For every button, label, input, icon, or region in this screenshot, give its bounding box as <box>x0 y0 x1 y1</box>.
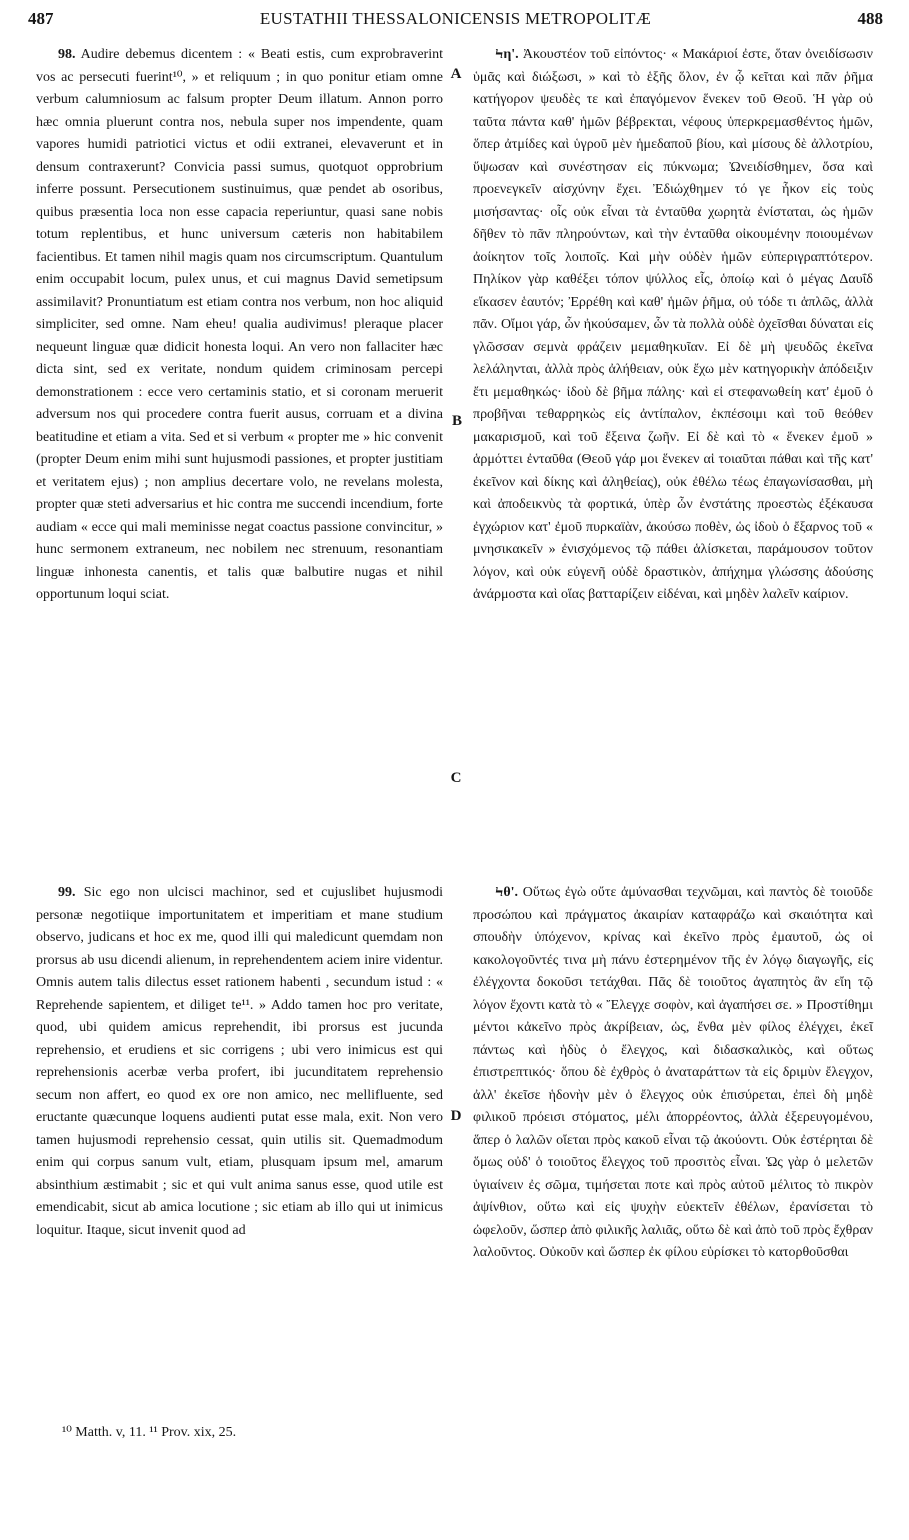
paragraph-text: Ἀκουστέον τοῦ εἰπόντος· « Μακάριοί ἐστε, ὅταν ὀνειδίσωσιν ὑμᾶς καὶ διώξωσι, » καὶ τὸ ἑξῆς ὅλον, ἐν ᾧ κεῖται καὶ πᾶν ῥῆμα κατήγορον ψευδὲς τε καὶ ἐπαγόμενον ἕνεκεν τοῦ Θεοῦ. Ἡ γὰρ οὐ ταῦτα πάντα καθ' ἡμῶν βέβρεκται, νέφους ὑπερκρεμασθέντος ἡμῶν, ὅπερ ἀτμίδες καὶ ὑγροῦ μὲν ἡμεδαποῦ βίου, καὶ μίσους δὲ ἀλλοτρίου, ὕψωσαν καὶ συνέστησαν εἰς πύκνωμα; Ὠνειδίσθημεν, ὅσα καὶ προενεγκεῖν αἰσχύνην ἔχει. Ἐδιώχθημεν τό γε ἧκον εἰς τοὺς μισήσαντας· οἷς οὐκ εἶναι τὰ ἐνταῦθα χωρητὰ ἐνίσταται, ὡς ἡμῶν δῆθεν τὸ πᾶν πληρούντων, καὶ τὴν ἐνταῦθα οἰκουμένην ποιουμένων ἀοίκητον τοῖς λοιποῖς. Καὶ μὴν οὐδὲν ἡμῶν εὐπεριγραπτότερον. Πηλίκον γὰρ καθέξει τόπον ψύλλος εἷς, ὁποίῳ καὶ ὁ μέγας Δαυΐδ εἴκασεν ἑαυτόν; Ἐρρέθη καὶ καθ' ἡμῶν ῥῆμα, οὐ τόδε τι ἁπλῶς, ἀλλὰ πᾶν. Οἴμοι γάρ, ὧν ἠκούσαμεν, ὧν τὰ πολλὰ οὐδὲ ὀχεῖσθαι δύναται εἰς γλῶσσαν σεμνὰ φράζειν μεμαθηκυῖαν. Εἰ δὲ μὴ ψευδῶς ἐκεῖνα λελάληνται, ἀλλὰ πρὸς ἀλήθειαν, οὐκ ἔχω μὲν κατηγορικὴν ἀπόδειξιν ἔτι μεμαθηκώς· ἰδοὺ δὲ βῆμα πάλης· καὶ εἰ στεφανωθείη κατ' ἐμοῦ ὁ προβῆναι τεθαρρηκὼς εἰς ἀντίπαλον, ἐκπέσοιμι καὶ τοῦ θεόθεν μακαρισμοῦ, καὶ τοῦ ἔξεινα ζωῆν. Εἰ δὲ καὶ τὸ « ἕνεκεν ἐμοῦ » ἁρμόττει ἐνταῦθα (Θεοῦ γάρ μοι ἕνεκεν αἱ τοιαῦται πάθαι καὶ τῆς κατ' ἐκεῖνον καὶ δίκης καὶ ἀληθείας), οὐκ ἐθέλω τέως ἐπαγωνίσασθαι, μὴ καὶ ἀποδεικνὺς τὰ φορτικά, ὑπὲρ ὧν ἐνστάτης προεστὼς ἐξέκαυσα ἐγχώριον κατ' ἐμοῦ πυρκαϊὰν, ἀκούσω ποθὲν, ὡς ἰδοὺ ὁ ἔξαρνος τοῦ « μνησικακεῖν » ἐνισχόμενος τῷ πάθει ἁλίσκεται, παράμουσον τοῦτον λόγον, καὶ οὐκ εὐγενῆ οὐδὲ δραστικὸν, ἀπήχημα γλώσσης ἀδούσης ἀνάρμοστα καὶ οἵας βατταρίζειν εἰδέναι, καὶ μηδὲν λαλεῖν καίριον. <box>473 47 874 602</box>
margin-marker-b: B <box>451 413 462 429</box>
paragraph-number: 99. <box>58 885 76 900</box>
paragraph-text: Audire debemus dicentem : « Beati estis, cum exprobraverint vos ac persecuti fuerint¹⁰, » et reliquum ; in quo ponitur etiam omne verbum calumniosum ac falsum propter Deum illatum. Annon porro hæc omnia pluerunt contra nos, nebula super nos impendente, quam vapores humidi patriotici victus et odii extranei, elevaverunt et in densum contraxerunt? Convicia passi sumus, quotquot opprobrium inferre possunt. Persecutionem sustinuimus, quæ pendet ab osoribus, quibus præsentia loca non esse capacia reperiuntur, quasi sane nobis totum replentibus, et hunc universum cæteris non habitabilem facientibus. Et tamen nihil magis quam nos circumscriptum. Quantulum enim occupabit locum, pulex unus, et cui magnus David semetipsum assimilavit? Pronuntiatum est etiam contra nos verbum, non hoc aliquid simpliciter, sed omne. Nam eheu! qualia audivimus! pleraque placer nequeunt linguæ quæ didicit honesta loqui. An vero non fallaciter hæc dicta sint, sed ex veritate, nondum quidem criminosam percepi demonstrationem : ecce vero certaminis statio, et si coronam meruerit adversum nos qui procedere contra fuerit ausus, corruam et a divina beatitudine et etiam a vita. Sed et si verbum « propter me » hic convenit (propter Deum enim mihi sunt hujusmodi passiones, et propter justitiam et veritatem ejus) ; non amplius decertare volo, ne revelans molesta, propter quæ steti adversarius et hic contra me succendi incendium, forte audiam « ecce qui mali meminisse negat coactus passione convincitur, » hunc sermonem extraneum, nec nobilem nec strenuum, resonantiam linguæ inhonesta canentis, et talis quæ balbutire nugas et nihil opportunum loqui sciat. <box>36 47 443 602</box>
latin-paragraph-99 <box>36 882 443 1242</box>
greek-paragraph-99 <box>473 882 873 1265</box>
greek-paragraph-98 <box>473 44 873 607</box>
paragraph-number: Ϟη'. <box>495 47 519 62</box>
page-number-left: 487 <box>28 9 54 28</box>
footnotes: ¹⁰ Matth. v, 11. ¹¹ Prov. xix, 25. <box>62 1425 237 1440</box>
margin-marker-c: C <box>450 770 462 786</box>
paragraph-number: 98. <box>58 47 76 62</box>
margin-marker-d: D <box>450 1108 462 1124</box>
latin-paragraph-98 <box>36 44 443 607</box>
paragraph-text: Οὕτως ἐγὼ οὔτε ἀμύνασθαι τεχνῶμαι, καὶ παντὸς δὲ τοιοῦδε προσώπου καὶ πράγματος ἀκαιρίαν καταφράζω καὶ σκαιότητα καὶ σπουδὴν ὑπόχενον, κρίνας καὶ ἐκεῖνο πρὸς ἐμαυτοῦ, ὡς οἱ κακολογοῦντές τινα μὴ πάνυ ἐστερημένον τῆς ἐν λόγῳ διαγωγῆς, εἰς ἐλέγχοντα δοκοῦσι τετάχθαι. Πᾶς δὲ τοιοῦτος ἀγαπητὸς ἂν εἴη τῷ λόγον ἔχοντι κατὰ τὸ « Ἔλεγχε σοφὸν, καὶ ἀγαπήσει σε. » Προστίθημι μέντοι κἀκεῖνο πρὸς ἀκρίβειαν, ὡς, ἔνθα μὲν φίλος ἐλέγχει, ἐκεῖ πάντως καὶ ἡδὺς ὁ ἔλεγχος, καὶ διδασκαλικὸς, καὶ οὕτως ἐπιστρεπτικός· ὅπου δὲ ἐχθρὸς ὁ ἀναταράττων τὰ εἰς δριμὺν ἔλεγχον, ἀλλ' ἐκεῖσε ἡδονὴν μὲν ὁ ἔλεγχος οὐκ ἐπισύρεται, ἐπεὶ δὴ μηδὲ φιλικοῦ πρόεισι στόματος, μέλι ἀπορρέοντος, ἀλλὰ ἐξερευγομένου, ἅπερ ὁ λαλῶν οἴεται πρὸς κακοῦ εἶναι τῷ ἀκούοντι. Οὐκ ἐστέρηται δὲ ὅμως οὐδ' ὁ τοιοῦτος ἔλεγχος τοῦ προσιτὸς εἶναι. Ὡς γὰρ ὁ μελετῶν ὑγιαίνειν ἐς σῶμα, τιμήσεται ποτε καὶ πρὸς αὐτοῦ μέλιτος τὸ πικρὸν ἀψίνθιον, οὕτω καὶ εἰς ψυχὴν εὐεκτεῖν ἐθέλων, ἐρανίσεται τὸ ὠφελοῦν, ὥσπερ ἀπὸ φιλικῆς λαλιᾶς, οὕτω δὲ καὶ ἀπὸ τοῦ πρὸς ἔχθραν λαλοῦντος. Οὐκοῦν καὶ ὥσπερ ἐκ φίλου εὑρίσκει τὸ κατορθοῦσθαι <box>473 885 873 1260</box>
paragraph-number: Ϟθ'. <box>495 885 519 900</box>
page-number-right: 488 <box>857 9 883 28</box>
paragraph-text: Sic ego non ulcisci machinor, sed et cujuslibet hujusmodi personæ negotiique importunitatem et imperitiam et mane studium observo, judicans et hoc ex me, quod illi qui maledicunt quemdam non prorsus ab usu dicendi alienum, in reprehendentem aciem inire videntur. Omnis autem talis dilectus esset rationem habenti , secundum istud : « Reprehende sapientem, et diliget te¹¹. » Addo tamen hoc pro veritate, quod, ubi quidem amicus reprehendit, ibi prorsus est jucunda reprehensio, et erudiens et sic corrigens ; ubi vero inimicus est qui reprehensionis acerbæ verba profert, ibi jucunditatem reprehensio secum non affert, eo quod ex ore non amico, nec mellifluente, sed eructante quæcunque loquens audienti putat esse mala, exit. Non vero tamen hujusmodi reprehensio cessat, quin utilis sit. Quemadmodum enim qui corpus sanum vult, etiam, plusquam ipsum mel, amarum absinthium æstimabit ; sic et qui vult anima sanus esse, quod utile est emendicabit, sicut ab amica locutione ; sic etiam ab illo qui ut inimicus loquitur. Itaque, sicut invenit quod ad <box>36 885 444 1238</box>
running-header <box>28 8 883 30</box>
margin-marker-a: A <box>450 66 462 82</box>
running-title: EUSTATHII THESSALONICENSIS METROPOLITÆ <box>259 9 652 28</box>
